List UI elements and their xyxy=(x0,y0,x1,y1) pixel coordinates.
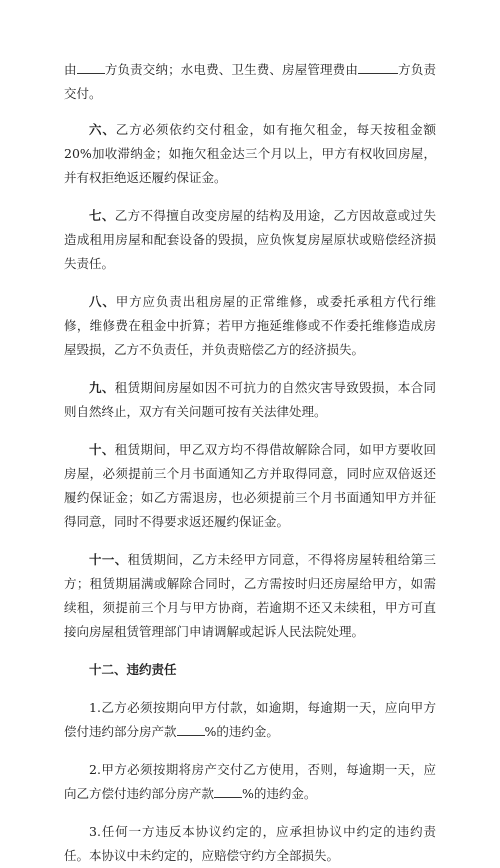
clause-text: %的违约金。 xyxy=(242,786,317,801)
clause-text: 方负责交纳；水电费、卫生费、房屋管理费由 xyxy=(104,62,358,77)
clause-8 xyxy=(64,290,436,362)
clause-text: 乙方必须依约交付租金，如有拖欠租金，每天按租金额 20%加收滞纳金；如拖欠租金达三个月以上，甲方有权收回房屋，并有权拒绝返还履约保证金。 xyxy=(64,122,436,185)
blank-field xyxy=(77,59,105,74)
clause-number: 八、 xyxy=(89,294,116,309)
clause-number: 十一、 xyxy=(89,552,128,567)
clause-number: 六、 xyxy=(89,122,116,137)
clause-text: 租赁期间房屋如因不可抗力的自然灾害导致毁损，本合同则自然终止，双方有关问题可按有关法律处理。 xyxy=(64,380,436,419)
blank-field xyxy=(358,59,398,74)
clause-text: %的违约金。 xyxy=(204,724,279,739)
breach-item-2 xyxy=(64,758,436,806)
clause-text: 1.乙方必须按期向甲方付款，如逾期，每逾期一天，应向甲方偿付违约部分房产款 xyxy=(64,700,436,739)
blank-field xyxy=(214,783,242,798)
clause-text: 方负责交付。 xyxy=(64,62,436,101)
breach-item-1 xyxy=(64,696,436,744)
section-heading-breach: 十二、违约责任 xyxy=(89,662,177,677)
clause-text: 甲方应负责出租房屋的正常维修，或委托承租方代行维修，维修费在租金中折算；若甲方拖延维修或不作委托维修造成房屋毁损，乙方不负责任，并负责赔偿乙方的经济损失。 xyxy=(64,294,436,357)
blank-field xyxy=(177,721,205,736)
clause-9 xyxy=(64,376,436,424)
clause-text: 租赁期间，甲乙双方均不得借故解除合同，如甲方要收回房屋，必须提前三个月书面通知乙方并取得同意，同时应双倍返还履约保证金；如乙方需退房，也必须提前三个月书面通知甲方并征得同意，同时不得要求返还履约保证金。 xyxy=(64,442,436,529)
clause-text: 乙方不得擅自改变房屋的结构及用途，乙方因故意或过失造成租用房屋和配套设备的毁损，应负恢复房屋原状或赔偿经济损失责任。 xyxy=(64,208,436,271)
clause-10 xyxy=(64,438,436,534)
breach-item-3: 3.任何一方违反本协议约定的，应承担协议中约定的违约责任。本协议中未约定的，应赔偿守约方全部损失。 xyxy=(64,824,436,863)
clause-text: 租赁期间，乙方未经甲方同意，不得将房屋转租给第三方；租赁期届满或解除合同时，乙方需按时归还房屋给甲方，如需续租，须提前三个月与甲方协商，若逾期不还又未续租，甲方可直接向房屋租赁管理部门申请调解或起诉人民法院处理。 xyxy=(64,552,436,639)
clause-text: 2.甲方必须按期将房产交付乙方使用，否则，每逾期一天，应向乙方偿付违约部分房产款 xyxy=(64,762,436,801)
clause-6 xyxy=(64,118,436,190)
clause-11 xyxy=(64,548,436,644)
clause-text: 由 xyxy=(64,62,77,77)
clause-7 xyxy=(64,204,436,276)
clause-number: 九、 xyxy=(89,380,115,395)
clause-continuation xyxy=(64,58,436,106)
clause-number: 七、 xyxy=(89,208,115,223)
clause-number: 十、 xyxy=(89,442,115,457)
